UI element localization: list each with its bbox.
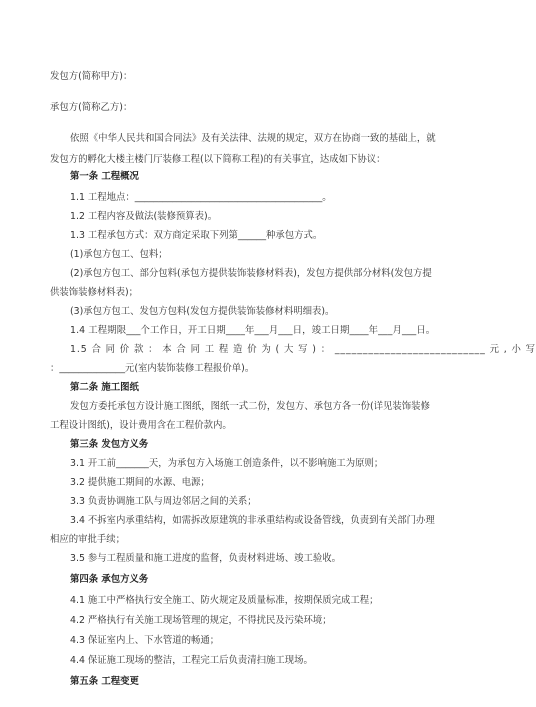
article-4-4: 4.4 保证施工现场的整洁，工程完工后负责清扫施工现场。: [70, 655, 313, 666]
preamble-line-2: 发包方的孵化大楼主楼门厅装修工程(以下简称工程)的有关事宜，达成如下协议：: [50, 154, 386, 165]
article-4-1: 4.1 施工中严格执行安全施工、防火规定及质量标准，按期保质完成工程；: [70, 595, 379, 606]
article-3-heading: 第三条 发包方义务: [70, 439, 149, 450]
article-3-4-line-1: 3.4 不拆室内承重结构，如需拆改原建筑的非承重结构或设备管线，负责到有关部门办理: [70, 515, 435, 526]
article-3-1: 3.1 开工前_______天，为承包方入场施工创造条件，以不影响施工为原则；: [70, 458, 384, 469]
contract-option-2-line-2: 供装饰装修材料表)；: [50, 287, 139, 298]
article-1-3: 1.3 工程承包方式：双方商定采取下列第______种承包方式。: [70, 230, 323, 241]
article-3-5: 3.5 参与工程质量和施工进度的监督，负责材料进场、竣工验收。: [70, 553, 342, 564]
article-3-2: 3.2 提供施工期间的水源、电源；: [70, 477, 210, 488]
article-4-heading: 第四条 承包方义务: [70, 574, 149, 585]
preamble-line-1: 依照《中华人民共和国合同法》及有关法律、法规的规定，双方在协商一致的基础上，就: [70, 133, 436, 144]
article-4-2: 4.2 严格执行有关施工现场管理的规定，不得扰民及污染环境；: [70, 615, 332, 626]
party-b-line: 承包方(简称乙方)：: [50, 102, 133, 113]
article-1-heading: 第一条 工程概况: [70, 171, 139, 182]
article-3-3: 3.3 负责协调施工队与周边邻居之间的关系；: [70, 496, 257, 507]
article-2-heading: 第二条 施工图纸: [70, 382, 139, 393]
contract-option-2-line-1: (2)承包方包工、部分包料(承包方提供装饰装修材料表)，发包方提供部分材料(发包方提: [70, 268, 432, 279]
article-4-3: 4.3 保证室内上、下水管道的畅通；: [70, 635, 220, 646]
article-2-line-2: 工程设计图纸)，设计费用含在工程价款内。: [50, 420, 232, 431]
article-1-5-line-2: ：______________元(室内装饰装修工程报价单)。: [50, 363, 255, 374]
contract-option-1: (1)承包方包工、包料；: [70, 249, 168, 260]
contract-option-3: (3)承包方包工、发包方包料(发包方提供装饰装修材料明细表)。: [70, 306, 335, 317]
article-5-heading: 第五条 工程变更: [70, 676, 139, 687]
article-2-line-1: 发包方委托承包方设计施工图纸，图纸一式二份，发包方、承包方各一份(详见装饰装修: [70, 401, 430, 412]
article-3-4-line-2: 相应的审批手续；: [50, 534, 126, 545]
article-1-1: 1.1 工程地点：________________________________________。: [70, 192, 332, 203]
party-a-line: 发包方(简称甲方)：: [50, 71, 133, 82]
article-1-4: 1.4 工程期限___个工作日，开工日期____年___月___日，竣工日期____年___月___日。: [70, 325, 436, 336]
article-1-5-line-1: 1.5 合 同 价 款 ： 本 合 同 工 程 造 价 为 ( 大 写 ) ： ___________________________ 元 , 小 写: [70, 344, 536, 355]
article-1-2: 1.2 工程内容及做法(装修预算表)。: [70, 211, 218, 222]
